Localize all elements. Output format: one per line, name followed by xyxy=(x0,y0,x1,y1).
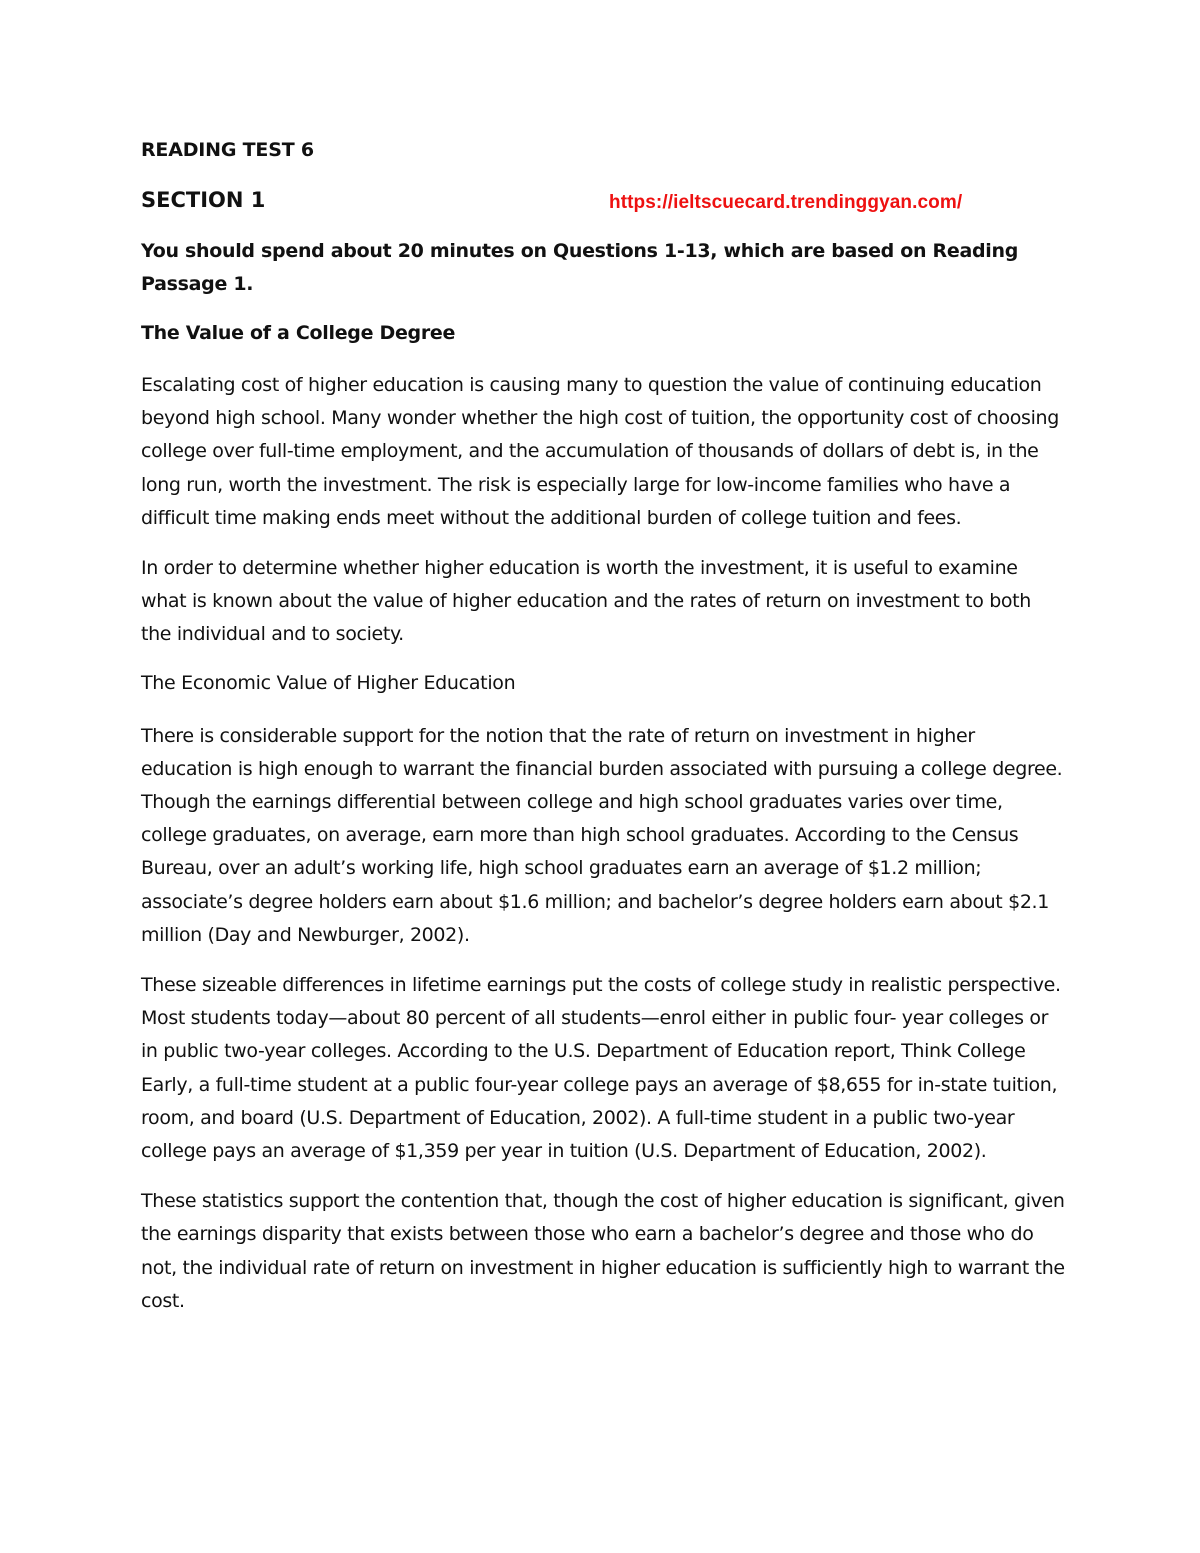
instruction-text: You should spend about 20 minutes on Questions 1-13, which are based on Reading Passage 1. xyxy=(141,240,1019,295)
paragraph-intro-2: In order to determine whether higher education is worth the investment, it is useful to examine what is known about the value of higher education and the rates of return on investment to both the individual and to society. xyxy=(141,557,1031,646)
test-title: READING TEST 6 xyxy=(141,139,314,161)
section-row xyxy=(141,185,1066,225)
paragraph-body-2: These sizeable differences in lifetime earnings put the costs of college study in realistic perspective. Most students today—about 80 percent of all students—enrol either in public four- year colleges or in public two-year colleges. According to the U.S. Department of Education report, Think College Early, a full-time student at a public four-year college pays an average of $8,655 for in-state tuition, room, and board (U.S. Department of Education, 2002). A full-time student in a public two-year college pays an average of $1,359 per year in tuition (U.S. Department of Education, 2002). xyxy=(141,974,1061,1163)
subheading-economic-value: The Economic Value of Higher Education xyxy=(141,671,516,694)
section-title: SECTION 1 xyxy=(141,188,266,212)
paragraph-intro-1: Escalating cost of higher education is causing many to question the value of continuing education beyond high school. Many wonder whether the high cost of tuition, the opportunity cost of choosing college over full-time employment, and the accumulation of thousands of dollars of debt is, in the long run, worth the investment. The risk is especially large for low-income families who have a difficult time making ends meet without the additional burden of college tuition and fees. xyxy=(141,374,1059,529)
page-content xyxy=(141,138,1066,1335)
paragraph-body-1: There is considerable support for the notion that the rate of return on investment in higher education is high enough to warrant the financial burden associated with pursuing a college degree. Though the earnings differential between college and high school graduates varies over time, college graduates, on average, earn more than high school graduates. According to the Census Bureau, over an adult’s working life, high school graduates earn an average of $1.2 million; associate’s degree holders earn about $1.6 million; and bachelor’s degree holders earn about $2.1 million (Day and Newburger, 2002). xyxy=(141,724,1063,946)
passage-title: The Value of a College Degree xyxy=(141,322,456,344)
paragraph-body-3: These statistics support the contention that, though the cost of higher education is significant, given the earnings disparity that exists between those who earn a bachelor’s degree and those who do not, the individual rate of return on investment in higher education is sufficiently high to warrant the cost. xyxy=(141,1190,1065,1312)
watermark-url: https://ieltscuecard.trendinggyan.com/ xyxy=(609,192,963,213)
